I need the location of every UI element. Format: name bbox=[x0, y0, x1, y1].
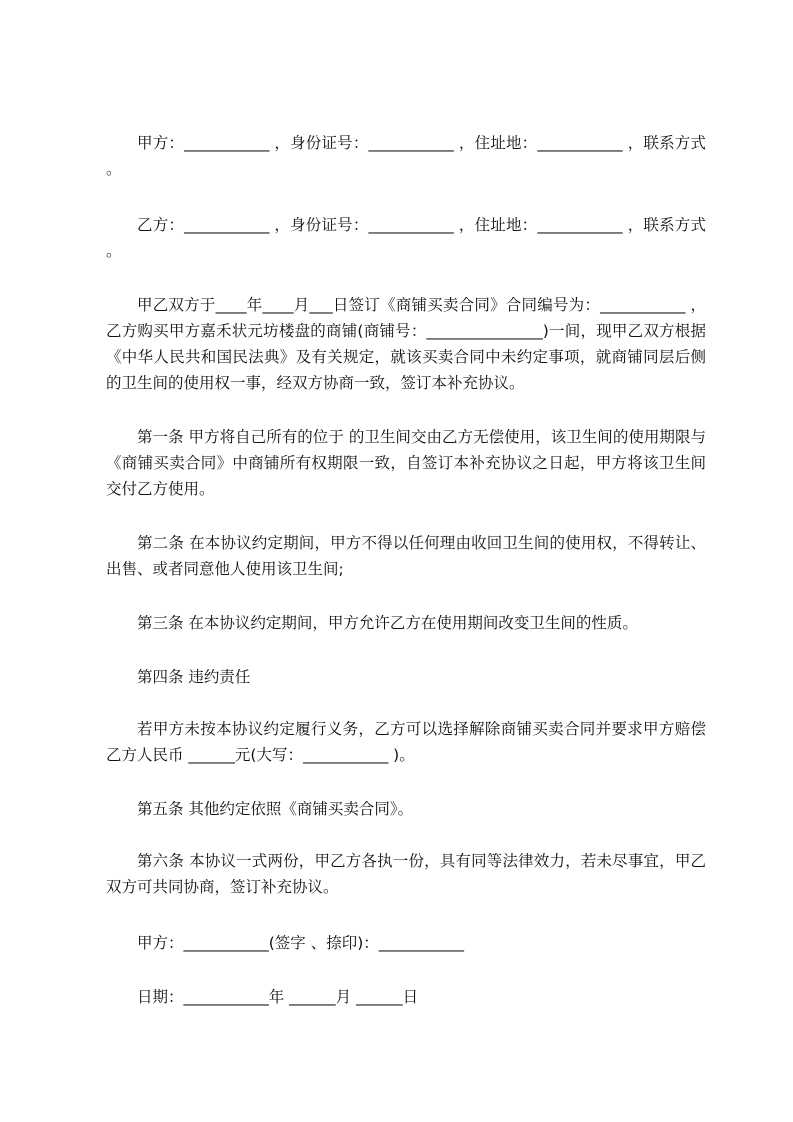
party-b-info: 乙方：___________ ，身份证号：___________ ，住址地：___________ ，联系方式 。 bbox=[106, 216, 706, 260]
article-6: 第六条 本协议一式两份，甲乙方各执一份，具有同等法律效力，若未尽事宜，甲乙双方可共同协商，签订补充协议。 bbox=[106, 852, 706, 896]
party-a-info: 甲方：___________ ，身份证号：___________ ，住址地：___________ ，联系方式 。 bbox=[106, 134, 706, 178]
article-1: 第一条 甲方将自己所有的位于 的卫生间交由乙方无偿使用，该卫生间的使用期限与《商铺买卖合同》中商铺所有权期限一致，自签订本补充协议之日起，甲方将该卫生间交付乙方使用。 bbox=[106, 428, 706, 498]
date-line: 日期：___________年 ______月 ______日 bbox=[137, 988, 419, 1006]
article-5: 第五条 其他约定依照《商铺买卖合同》。 bbox=[137, 800, 414, 818]
article-3: 第三条 在本协议约定期间，甲方允许乙方在使用期间改变卫生间的性质。 bbox=[137, 614, 638, 632]
article-2: 第二条 在本协议约定期间，甲方不得以任何理由收回卫生间的使用权，不得转让、出售、或者同意他人使用该卫生间; bbox=[106, 534, 706, 578]
signature-line: 甲方：___________(签字 、捺印)：___________ bbox=[137, 934, 465, 952]
preamble-paragraph: 甲乙双方于____年____月___日签订《商铺买卖合同》合同编号为：___________ ，乙方购买甲方嘉禾状元坊楼盘的商铺(商铺号：_______________)一间，现甲乙双方根据《中华人民共和国民法典》及有关规定，就该买卖合同中未约定事项，就商铺同层后侧的卫生间的使用权一事，经双方协商一致，签订本补充协议。 bbox=[106, 296, 706, 392]
breach-liability-paragraph: 若甲方未按本协议约定履行义务，乙方可以选择解除商铺买卖合同并要求甲方赔偿乙方人民币 ______元(大写：___________ )。 bbox=[106, 720, 706, 764]
article-4-heading: 第四条 违约责任 bbox=[137, 668, 251, 686]
